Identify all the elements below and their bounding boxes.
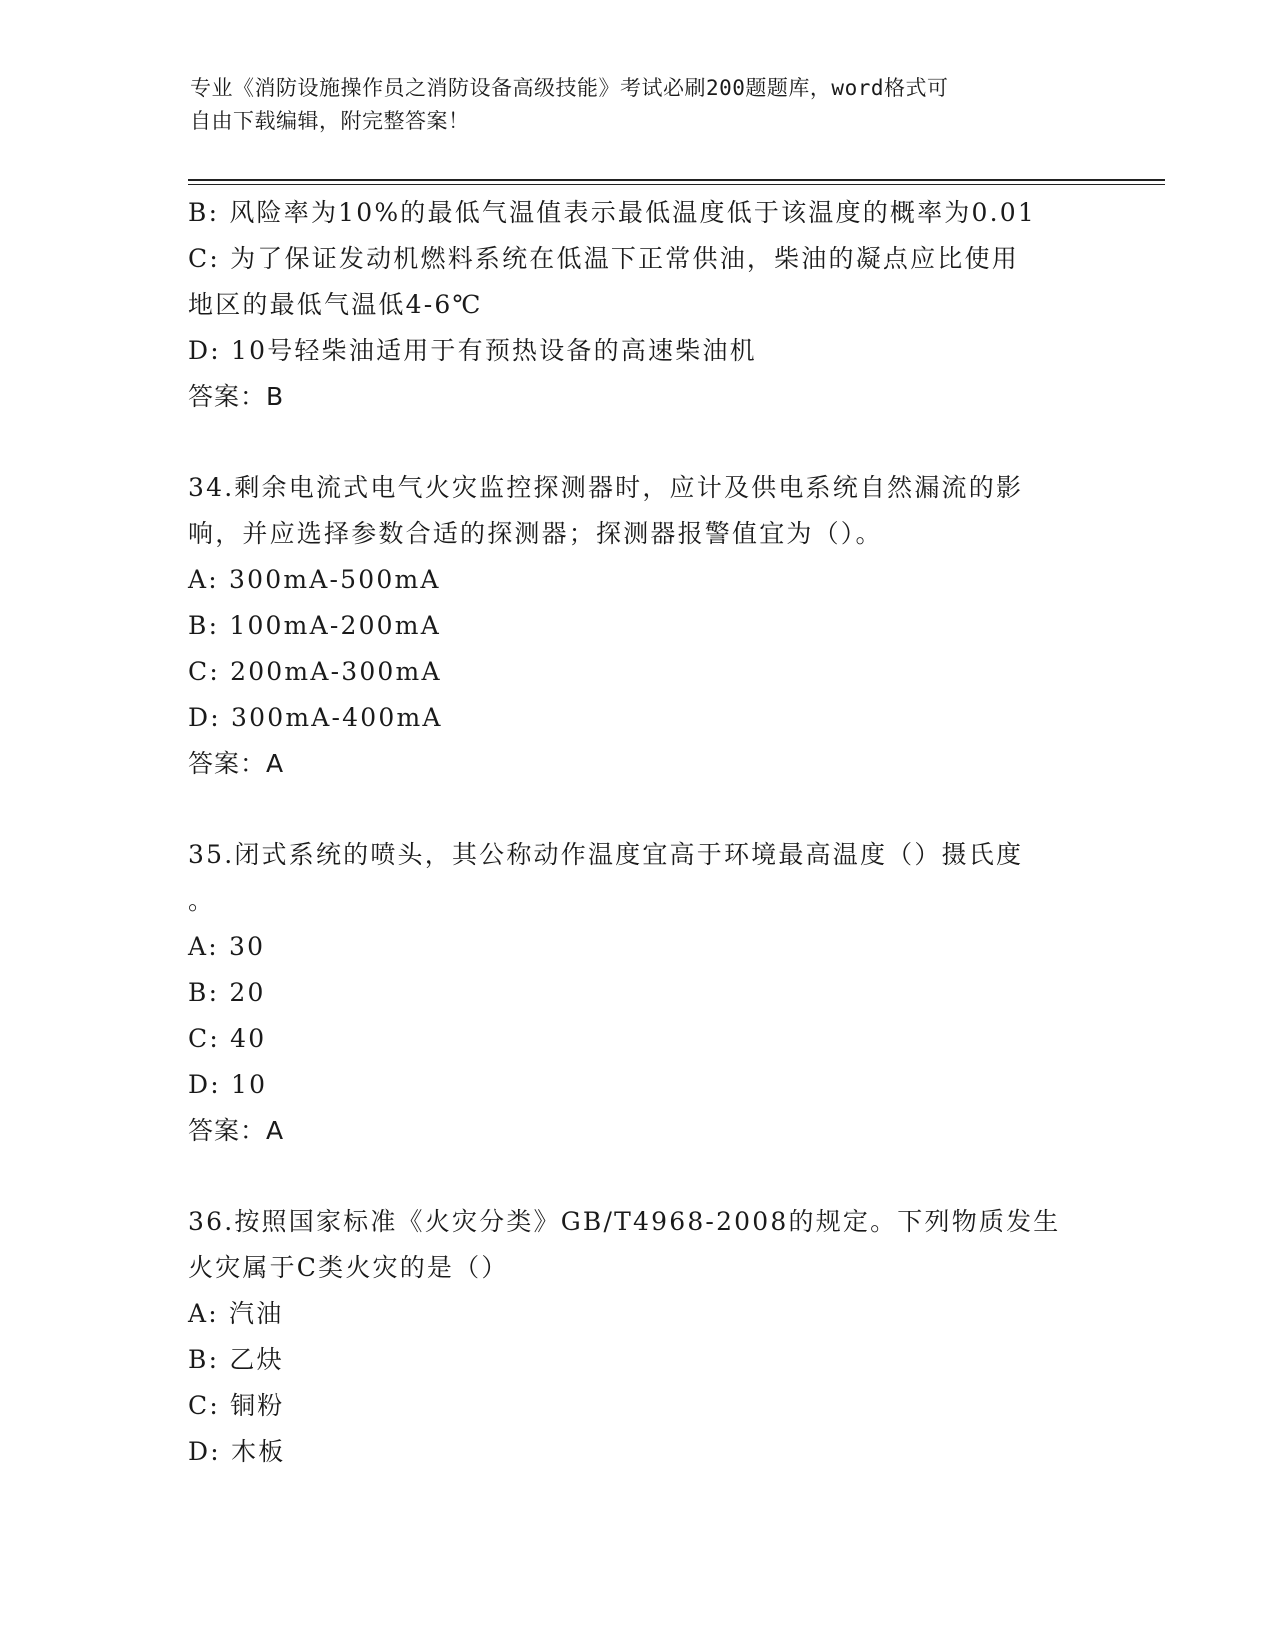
option-b: B: 20 [188, 978, 266, 1007]
header-title-line-2: 自由下载编辑，附完整答案！ [190, 109, 470, 133]
spacer [188, 420, 1088, 465]
question-stem-continued: 。 [188, 886, 216, 915]
option-d: D: 10 [188, 1070, 268, 1099]
question-stem-continued: 响，并应选择参数合适的探测器；探测器报警值宜为（）。 [188, 519, 883, 548]
option-d: D: 10号轻柴油适用于有预热设备的高速柴油机 [188, 336, 757, 365]
question-stem: 36.按照国家标准《火灾分类》GB/T4968-2008的规定。下列物质发生 [188, 1207, 1061, 1236]
option-d: D: 300mA-400mA [188, 703, 443, 732]
question-stem: 35.闭式系统的喷头，其公称动作温度宜高于环境最高温度（）摄氏度 [188, 840, 1024, 869]
answer: 答案：A [188, 749, 285, 778]
question-34 [188, 465, 1088, 787]
header-title-line-1: 专业《消防设施操作员之消防设备高级技能》考试必刷200题题库，word格式可 [190, 76, 949, 100]
option-c-continued: 地区的最低气温低4-6℃ [188, 290, 483, 319]
option-a: A: 300mA-500mA [188, 565, 441, 594]
option-c: C: 铜粉 [188, 1391, 285, 1420]
option-b: B: 乙炔 [188, 1345, 284, 1374]
option-c: C: 为了保证发动机燃料系统在低温下正常供油，柴油的凝点应比使用 [188, 244, 1019, 273]
option-a: A: 30 [188, 932, 266, 961]
option-c: C: 40 [188, 1024, 267, 1053]
option-b: B: 100mA-200mA [188, 611, 441, 640]
spacer [188, 1154, 1088, 1199]
question-stem: 34.剩余电流式电气火灾监控探测器时，应计及供电系统自然漏流的影 [188, 473, 1024, 502]
answer: 答案：A [188, 1116, 285, 1145]
option-b: B: 风险率为10%的最低气温值表示最低温度低于该温度的概率为0.01 [188, 198, 1036, 227]
question-35 [188, 832, 1088, 1154]
document-body [188, 190, 1088, 1475]
question-36 [188, 1199, 1088, 1475]
question-33-tail [188, 190, 1088, 420]
question-stem-continued: 火灾属于C类火灾的是（） [188, 1253, 509, 1282]
option-d: D: 木板 [188, 1437, 286, 1466]
answer: 答案：B [188, 382, 285, 411]
document-header [190, 72, 1070, 138]
option-c: C: 200mA-300mA [188, 657, 442, 686]
spacer [188, 787, 1088, 832]
option-a: A: 汽油 [188, 1299, 284, 1328]
header-divider-thick [188, 179, 1165, 181]
header-divider-thin [188, 184, 1165, 185]
